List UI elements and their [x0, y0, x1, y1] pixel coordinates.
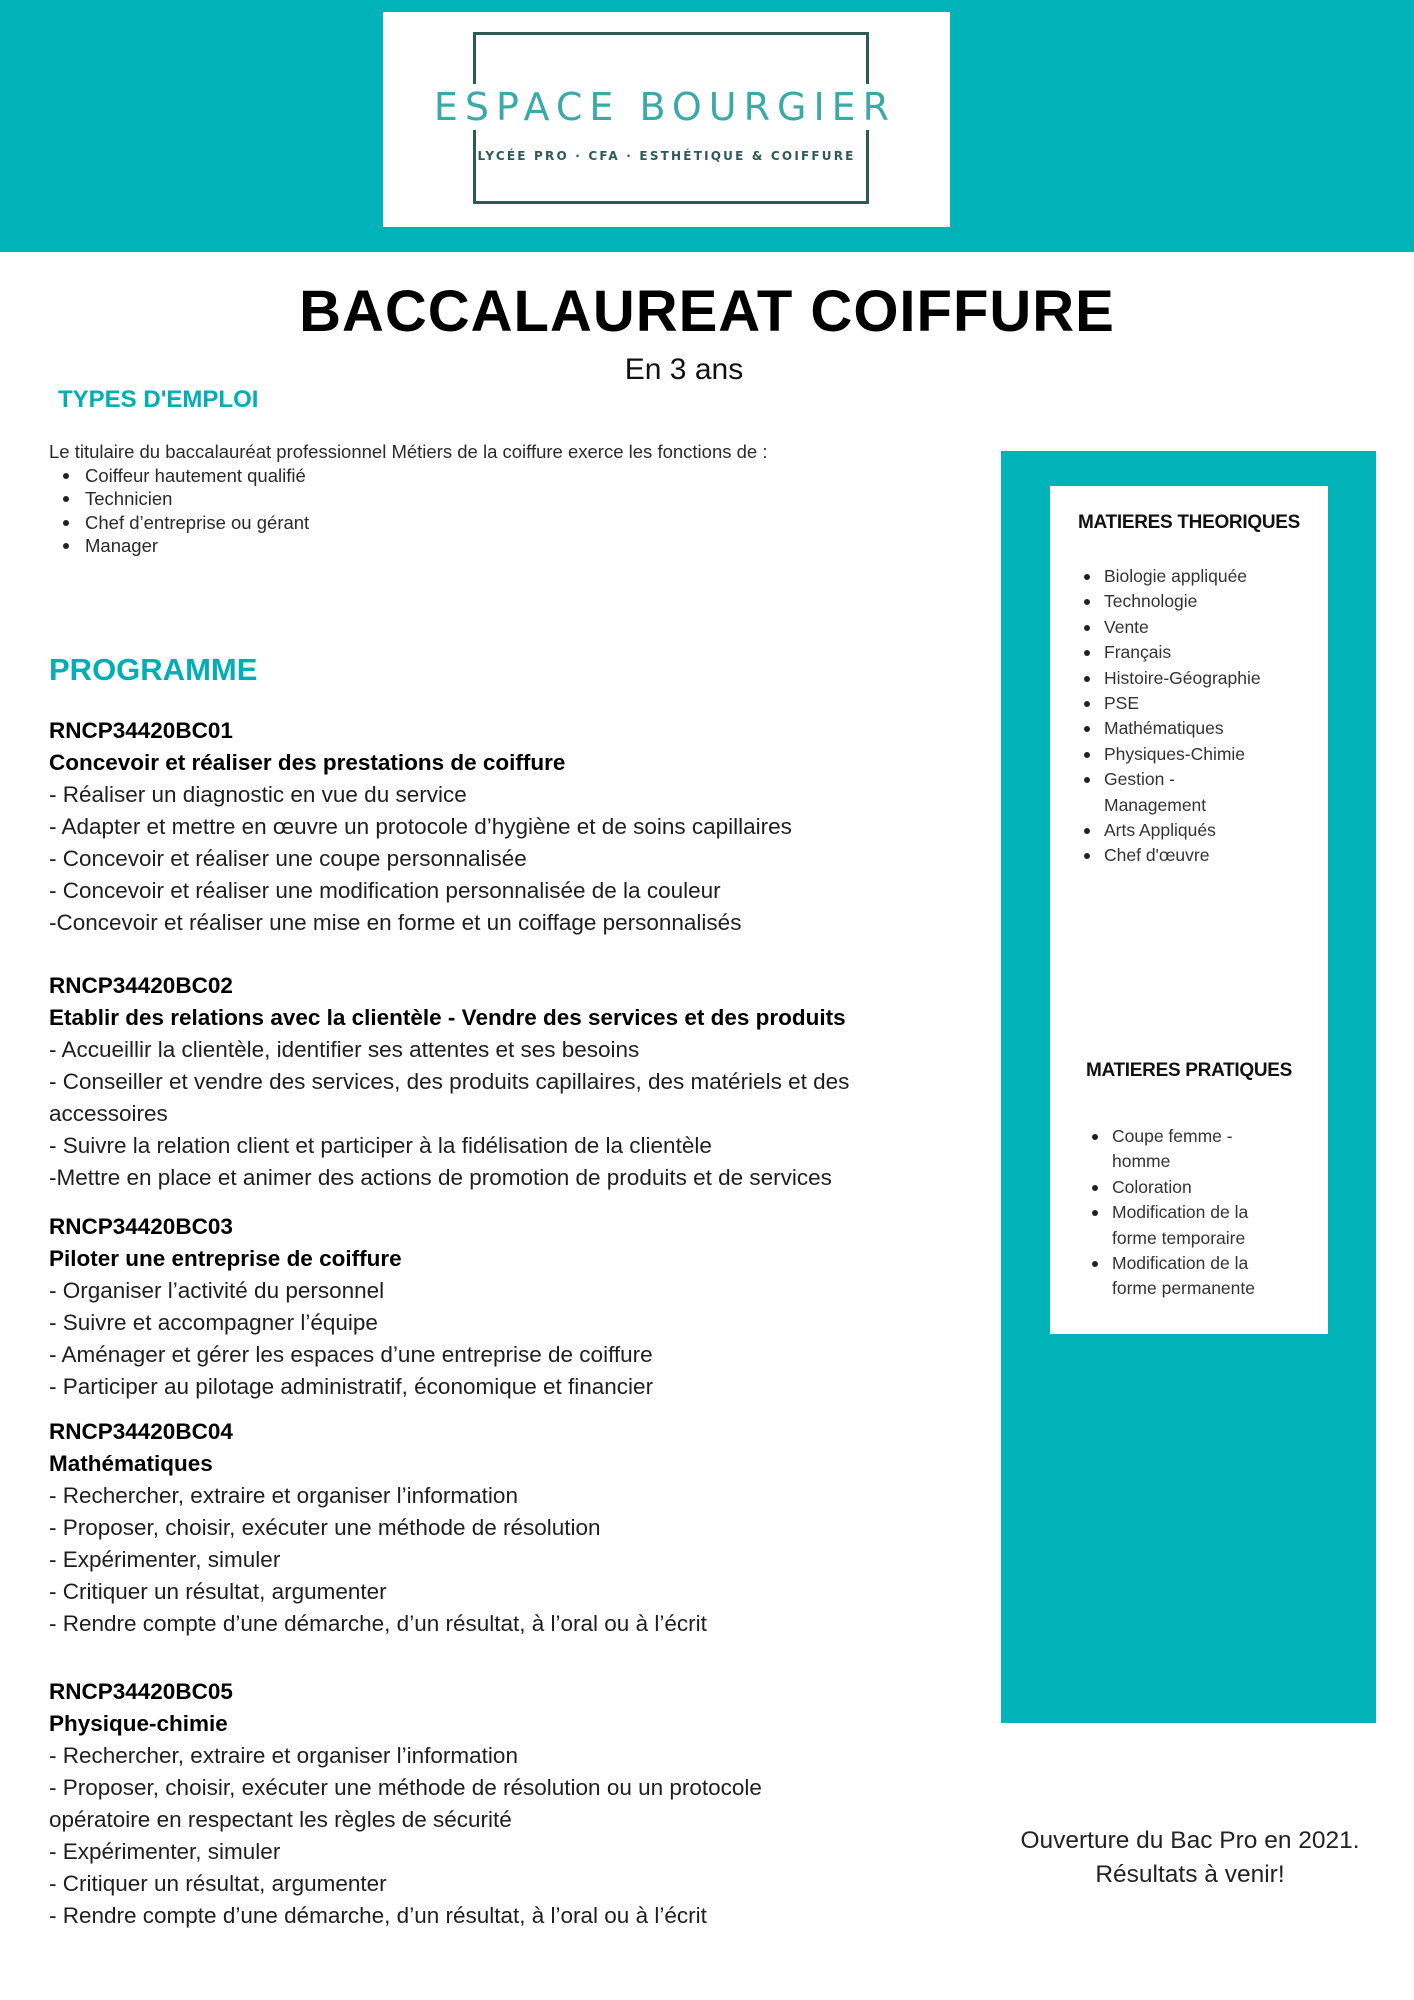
- block-title: Etablir des relations avec la clientèle - Vendre des services et des produits: [49, 1005, 846, 1030]
- list-item: - Participer au pilotage administratif, économique et financier: [49, 1374, 654, 1399]
- list-item: PSE: [1104, 691, 1314, 716]
- types-emploi-heading: TYPES D'EMPLOI: [58, 386, 259, 413]
- list-item: - Critiquer un résultat, argumenter: [49, 1871, 387, 1896]
- pratiques-heading: MATIERES PRATIQUES: [1085, 1060, 1293, 1081]
- list-item: Chef d'œuvre: [1104, 843, 1314, 868]
- list-item: Coloration: [1112, 1175, 1277, 1200]
- list-item: - Rendre compte d’une démarche, d’un résultat, à l’oral ou à l’écrit: [49, 1903, 707, 1928]
- programme-block-bc04: [49, 1416, 939, 1640]
- emploi-list: [49, 464, 899, 558]
- list-item: - Accueillir la clientèle, identifier ses attentes et ses besoins: [49, 1037, 640, 1062]
- list-item: Histoire-Géographie: [1104, 666, 1314, 691]
- list-item: Mathématiques: [1104, 716, 1314, 741]
- pratiques-list: [1112, 1124, 1277, 1302]
- list-item: Arts Appliqués: [1104, 818, 1314, 843]
- block-code: RNCP34420BC04: [49, 1419, 233, 1444]
- list-item: Biologie appliquée: [1104, 564, 1314, 589]
- programme-block-bc02: [49, 970, 939, 1194]
- block-title: Mathématiques: [49, 1451, 213, 1476]
- list-item: Modification de la forme temporaire: [1112, 1200, 1277, 1251]
- list-item: - Concevoir et réaliser une coupe personnalisée: [49, 846, 527, 871]
- list-item: - Suivre la relation client et participer à la fidélisation de la clientèle: [49, 1133, 712, 1158]
- list-item: - Expérimenter, simuler: [49, 1547, 281, 1572]
- programme-block-bc01: [49, 715, 939, 939]
- list-item: Physiques-Chimie: [1104, 742, 1314, 767]
- logo-brand-name: ESPACE BOURGIER: [405, 84, 925, 130]
- list-item: - Suivre et accompagner l’équipe: [49, 1310, 378, 1335]
- list-item: - Expérimenter, simuler: [49, 1839, 281, 1864]
- list-item: Gestion - Management: [1104, 767, 1224, 818]
- list-item: Vente: [1104, 615, 1314, 640]
- block-code: RNCP34420BC01: [49, 718, 233, 743]
- list-item: Chef d’entreprise ou gérant: [85, 511, 899, 535]
- footer-line-1: Ouverture du Bac Pro en 2021.: [1020, 1827, 1360, 1854]
- list-item: - Proposer, choisir, exécuter une méthode de résolution: [49, 1515, 601, 1540]
- programme-block-bc03: [49, 1211, 939, 1403]
- list-item: Coupe femme - homme: [1112, 1124, 1277, 1175]
- types-emploi-section: [49, 440, 899, 558]
- list-item: - Proposer, choisir, exécuter une méthode de résolution ou un protocole opératoire en respectant les règles de sécurité: [49, 1775, 762, 1832]
- list-item: Français: [1104, 640, 1314, 665]
- list-item: - Aménager et gérer les espaces d’une entreprise de coiffure: [49, 1342, 653, 1367]
- emploi-intro: Le titulaire du baccalauréat professionnel Métiers de la coiffure exerce les fonctions de :: [49, 441, 768, 462]
- block-code: RNCP34420BC05: [49, 1679, 233, 1704]
- list-item: Manager: [85, 534, 899, 558]
- logo-tagline: LYCÉE PRO · CFA · ESTHÉTIQUE & COIFFURE: [477, 149, 856, 163]
- programme-heading: PROGRAMME: [49, 652, 258, 687]
- list-item: - Réaliser un diagnostic en vue du service: [49, 782, 467, 807]
- list-item: - Rechercher, extraire et organiser l’information: [49, 1743, 518, 1768]
- programme-block-bc05: [49, 1676, 939, 1932]
- footer-line-2: Résultats à venir!: [1095, 1861, 1285, 1888]
- list-item: Technologie: [1104, 589, 1314, 614]
- list-item: - Critiquer un résultat, argumenter: [49, 1579, 387, 1604]
- page-title: BACCALAUREAT COIFFURE: [299, 279, 1115, 344]
- list-item: Modification de la forme permanente: [1112, 1251, 1277, 1302]
- list-item: -Concevoir et réaliser une mise en forme et un coiffage personnalisés: [49, 910, 742, 935]
- sidebar-card: [1050, 486, 1328, 1334]
- list-item: - Rendre compte d’une démarche, d’un résultat, à l’oral ou à l’écrit: [49, 1611, 707, 1636]
- theoriques-list: [1104, 564, 1314, 869]
- duration-subtitle: En 3 ans: [624, 353, 744, 386]
- list-item: Coiffeur hautement qualifié: [85, 464, 899, 488]
- list-item: - Conseiller et vendre des services, des produits capillaires, des matériels et des accessoires: [49, 1069, 850, 1126]
- block-title: Physique-chimie: [49, 1711, 228, 1736]
- list-item: Technicien: [85, 487, 899, 511]
- list-item: - Concevoir et réaliser une modification personnalisée de la couleur: [49, 878, 721, 903]
- theoriques-heading: MATIERES THEORIQUES: [1078, 512, 1300, 533]
- block-title: Piloter une entreprise de coiffure: [49, 1246, 402, 1271]
- footer-note: [960, 1824, 1414, 1892]
- list-item: - Adapter et mettre en œuvre un protocole d’hygiène et de soins capillaires: [49, 814, 792, 839]
- block-title: Concevoir et réaliser des prestations de coiffure: [49, 750, 566, 775]
- list-item: - Rechercher, extraire et organiser l’information: [49, 1483, 518, 1508]
- block-code: RNCP34420BC02: [49, 973, 233, 998]
- list-item: -Mettre en place et animer des actions de promotion de produits et de services: [49, 1165, 832, 1190]
- logo: [383, 12, 950, 227]
- list-item: - Organiser l’activité du personnel: [49, 1278, 385, 1303]
- block-code: RNCP34420BC03: [49, 1214, 233, 1239]
